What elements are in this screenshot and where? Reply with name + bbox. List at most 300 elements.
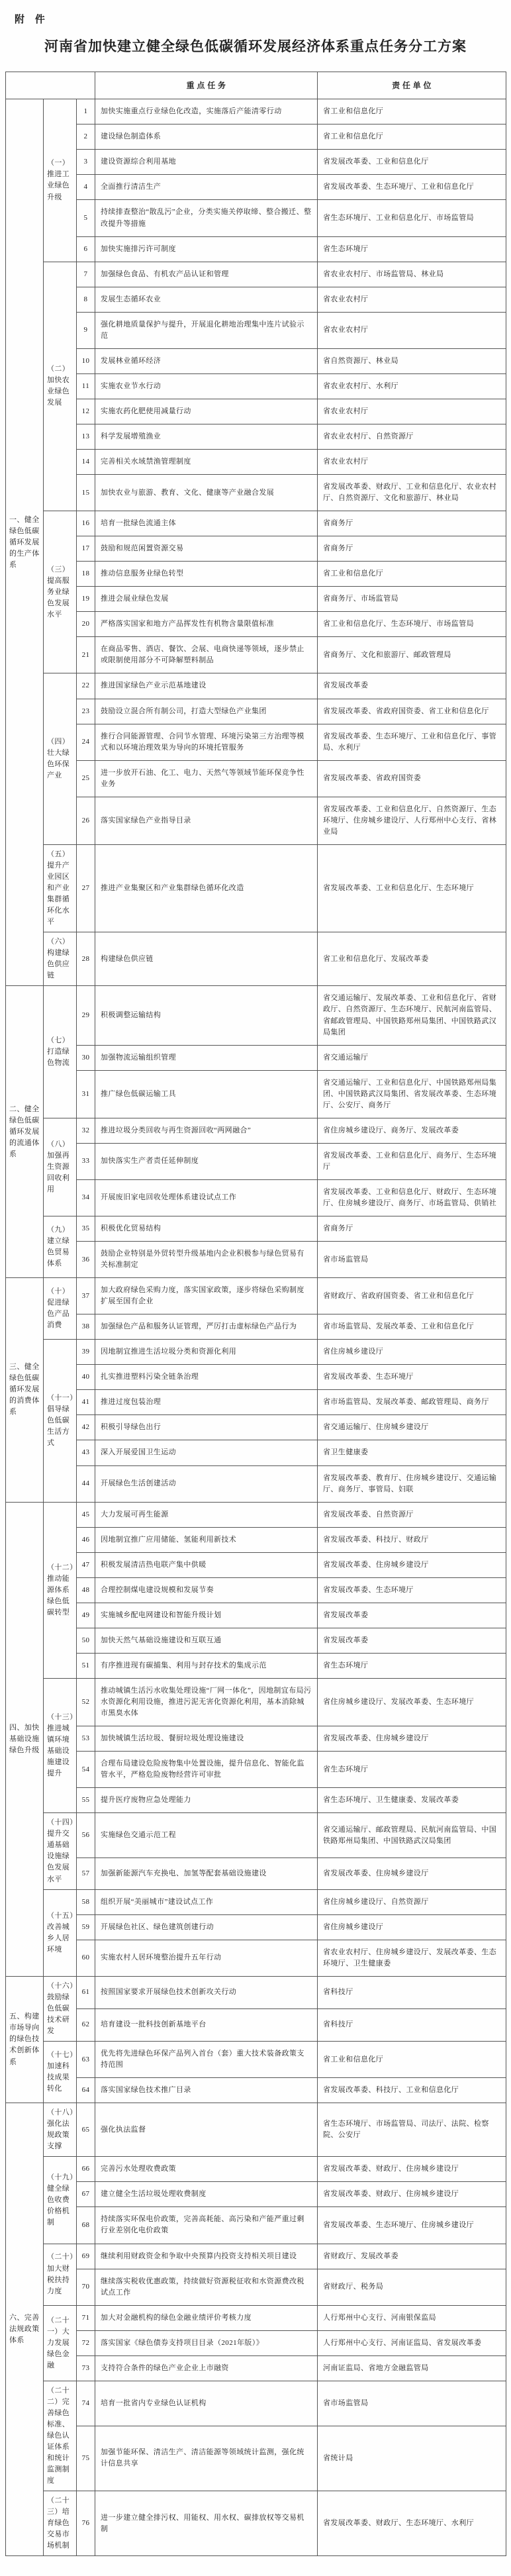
unit-cell: 省商务厅: [318, 536, 506, 562]
row-number-cell: 1: [77, 99, 95, 124]
task-cell: 支持符合条件的绿色产业企业上市融资: [95, 2355, 318, 2381]
unit-cell: 省发展改革委、科技厅、工业和信息化厅: [318, 2078, 506, 2103]
task-cell: 加快农业与旅游、教育、文化、健康等产业融合发展: [95, 475, 318, 511]
table-row: [6, 99, 506, 124]
row-number-cell: 7: [77, 262, 95, 287]
task-cell: 落实国家绿色技术推广目录: [95, 2078, 318, 2103]
row-number-cell: 20: [77, 612, 95, 637]
table-row: [6, 1577, 506, 1603]
table-row: [6, 1143, 506, 1179]
subgroup-cell: （十九）健全绿色收费价格机制: [44, 2157, 77, 2244]
task-cell: 深入开展爱国卫生运动: [95, 1440, 318, 1465]
unit-cell: 省交通运输厅、工业和信息化厅、中国铁路郑州局集团、中国铁路武汉局集团、省发展改革委、生态环境厅、公安厅、商务厅: [318, 1070, 506, 1118]
task-cell: 进一步放开石油、化工、电力、天然气等领域节能环保竞争性业务: [95, 760, 318, 797]
subgroup-cell: （十三）推进城镇环境基础设施建设提升: [44, 1678, 77, 1812]
unit-cell: 省财政厅、发展改革委: [318, 2244, 506, 2269]
task-cell: 开展绿色社区、绿色建筑创建行动: [95, 1914, 318, 1940]
table-row: [6, 1242, 506, 1278]
unit-cell: 省住房城乡建设厅、发展改革委、生态环境厅: [318, 1678, 506, 1726]
unit-cell: 省发展改革委、工业和信息化厅、财政厅、生态环境厅、住房城乡建设厅、商务厅、市场监管局、供销社: [318, 1179, 506, 1216]
table-row: [6, 236, 506, 262]
unit-cell: 省发展改革委、财政厅、住房城乡建设厅: [318, 2182, 506, 2207]
task-cell: 推进会展业绿色发展: [95, 587, 318, 612]
table-row: [6, 986, 506, 1045]
subgroup-cell: （四）壮大绿色环保产业: [44, 673, 77, 844]
table-row: [6, 637, 506, 673]
unit-cell: 省住房城乡建设厅: [318, 1914, 506, 1940]
unit-cell: 省卫生健康委: [318, 1440, 506, 1465]
row-number-cell: 25: [77, 760, 95, 797]
subgroup-cell: （二十二）完善绿色标准、绿色认证体系和统计监测制度: [44, 2381, 77, 2491]
task-assignment-table: [5, 72, 506, 2556]
unit-cell: 省发展改革委、自然资源厅: [318, 1502, 506, 1527]
row-number-cell: 34: [77, 1179, 95, 1216]
unit-cell: 省农业农村厅: [318, 287, 506, 312]
unit-cell: 省发展改革委: [318, 1628, 506, 1653]
task-cell: 因地制宜推广应用储能、氢能利用新技术: [95, 1527, 318, 1552]
row-number-cell: 48: [77, 1577, 95, 1603]
row-number-cell: 4: [77, 175, 95, 200]
group-cell: 二、健全绿色低碳循环发展的流通体系: [6, 986, 44, 1278]
task-cell: 扎实推进塑料污染全链条治理: [95, 1365, 318, 1390]
subgroup-cell: （九）建立绿色贸易体系: [44, 1216, 77, 1278]
subgroup-cell: （十）促进绿色产品消费: [44, 1278, 77, 1340]
task-cell: 严格落实国家和地方产品挥发性有机物含量限值标准: [95, 612, 318, 637]
row-number-cell: 23: [77, 699, 95, 724]
row-number-cell: 42: [77, 1415, 95, 1440]
unit-cell: 省农业农村厅、住房城乡建设厅、发展改革委、生态环境厅、卫生健康委: [318, 1940, 506, 1976]
unit-cell: 省工业和信息化厅、生态环境厅、市场监管局: [318, 612, 506, 637]
header-blank-cell: [6, 72, 95, 99]
task-cell: 构建绿色供应链: [95, 932, 318, 986]
table-row: [6, 511, 506, 536]
row-number-cell: 44: [77, 1465, 95, 1502]
subgroup-cell: （二十三）培育绿色交易市场机制: [44, 2491, 77, 2556]
unit-cell: 省发展改革委、住房城乡建设厅: [318, 1726, 506, 1752]
table-row: [6, 124, 506, 150]
row-number-cell: 58: [77, 1889, 95, 1914]
table-row: [6, 1278, 506, 1314]
task-cell: 强化耕地质量保护与提升，开展退化耕地治理集中连片试验示范: [95, 312, 318, 348]
subgroup-cell: （七）打造绿色物流: [44, 986, 77, 1118]
row-number-cell: 8: [77, 287, 95, 312]
table-row: [6, 612, 506, 637]
row-number-cell: 39: [77, 1340, 95, 1365]
table-row: [6, 1527, 506, 1552]
unit-cell: 省发展改革委、生态环境厅、住房城乡建设厅: [318, 2207, 506, 2244]
row-number-cell: 36: [77, 1242, 95, 1278]
table-row: [6, 1976, 506, 2008]
table-row: [6, 2244, 506, 2269]
table-row: [6, 1415, 506, 1440]
task-cell: 加强新能源汽车充换电、加氢等配套基础设施建设: [95, 1858, 318, 1889]
task-cell: 积极引导绿色出行: [95, 1415, 318, 1440]
row-number-cell: 13: [77, 424, 95, 449]
unit-cell: 省农业农村厅: [318, 312, 506, 348]
row-number-cell: 47: [77, 1552, 95, 1577]
row-number-cell: 75: [77, 2426, 95, 2491]
unit-cell: 省商务厅、市场监管局: [318, 587, 506, 612]
subgroup-cell: （二）加快农业绿色发展: [44, 262, 77, 511]
task-cell: 强化执法监督: [95, 2103, 318, 2157]
task-cell: 组织开展“美丽城市”建设试点工作: [95, 1889, 318, 1914]
row-number-cell: 66: [77, 2157, 95, 2182]
task-cell: 加快落实生产者责任延伸制度: [95, 1143, 318, 1179]
table-row: [6, 399, 506, 424]
unit-cell: 省发展改革委、工业和信息化厅、生态环境厅: [318, 844, 506, 932]
table-row: [6, 1858, 506, 1889]
table-row: [6, 312, 506, 348]
unit-cell: 省发展改革委、生态环境厅: [318, 1577, 506, 1603]
task-cell: 积极发展清洁热电联产集中供暖: [95, 1552, 318, 1577]
unit-cell: 省发展改革委: [318, 673, 506, 699]
table-row: [6, 200, 506, 236]
unit-cell: 省农业农村厅: [318, 399, 506, 424]
row-number-cell: 46: [77, 1527, 95, 1552]
subgroup-cell: （五）提升产业园区和产业集群循环化水平: [44, 844, 77, 932]
table-row: [6, 348, 506, 373]
task-cell: 推进国家绿色产业示范基地建设: [95, 673, 318, 699]
row-number-cell: 16: [77, 511, 95, 536]
subgroup-cell: （十六）鼓励绿色低碳技术研发: [44, 1976, 77, 2041]
table-row: [6, 1752, 506, 1788]
subgroup-cell: （十四）提升交通基础设施绿色发展水平: [44, 1813, 77, 1889]
unit-cell: 省商务厅、文化和旅游厅、邮政管理局: [318, 637, 506, 673]
row-number-cell: 45: [77, 1502, 95, 1527]
task-cell: 进一步建立健全排污权、用能权、用水权、碳排放权等交易机制: [95, 2491, 318, 2556]
task-cell: 开展废旧家电回收处理体系建设试点工作: [95, 1179, 318, 1216]
unit-cell: 省生态环境厅: [318, 1653, 506, 1678]
table-row: [6, 1465, 506, 1502]
task-cell: 全面推行清洁生产: [95, 175, 318, 200]
row-number-cell: 2: [77, 124, 95, 150]
row-number-cell: 49: [77, 1603, 95, 1628]
subgroup-cell: （十一）倡导绿色低碳生活方式: [44, 1340, 77, 1502]
row-number-cell: 70: [77, 2269, 95, 2305]
unit-cell: 省市场监管局、发展改革委、邮政管理局、商务厅: [318, 1390, 506, 1415]
unit-cell: 省农业农村厅: [318, 450, 506, 475]
unit-cell: 省交通运输厅、发展改革委、工业和信息化厅、省财政厅、自然资源厅、生态环境厅、民航河南监管局、省邮政管理局、中国铁路郑州局集团、中国铁路武汉局集团: [318, 986, 506, 1045]
table-row: [6, 2305, 506, 2330]
table-row: [6, 1940, 506, 1976]
unit-cell: 省生态环境厅、卫生健康委、发展改革委: [318, 1788, 506, 1813]
row-number-cell: 31: [77, 1070, 95, 1118]
task-cell: 加快实施重点行业绿色化改造，实施落后产能清零行动: [95, 99, 318, 124]
unit-cell: 省农业农村厅、水利厅: [318, 373, 506, 399]
table-row: [6, 1552, 506, 1577]
table-row: [6, 536, 506, 562]
row-number-cell: 50: [77, 1628, 95, 1653]
table-row: [6, 1813, 506, 1858]
table-row: [6, 2078, 506, 2103]
task-cell: 发展林业循环经济: [95, 348, 318, 373]
subgroup-cell: （十五）改善城乡人居环境: [44, 1889, 77, 1976]
task-cell: 实施农村人居环境整治提升五年行动: [95, 1940, 318, 1976]
row-number-cell: 32: [77, 1118, 95, 1143]
task-cell: 加快实施排污许可制度: [95, 236, 318, 262]
task-cell: 推进产业集聚区和产业集群绿色循环化改造: [95, 844, 318, 932]
table-row: [6, 587, 506, 612]
header-row: [6, 72, 506, 99]
row-number-cell: 64: [77, 2078, 95, 2103]
row-number-cell: 3: [77, 150, 95, 175]
unit-cell: 省商务厅: [318, 1216, 506, 1242]
header-task-label: 重 点 任 务: [95, 72, 318, 99]
unit-cell: 省发展改革委、省政府国资委、省工业和信息化厅: [318, 699, 506, 724]
task-cell: 建设绿色制造体系: [95, 124, 318, 150]
row-number-cell: 59: [77, 1914, 95, 1940]
row-number-cell: 62: [77, 2008, 95, 2041]
row-number-cell: 73: [77, 2355, 95, 2381]
group-cell: 四、加快基础设施绿色升级: [6, 1502, 44, 1976]
unit-cell: 人行郑州中心支行、河南证监局、省发展改革委: [318, 2330, 506, 2355]
row-number-cell: 37: [77, 1278, 95, 1314]
row-number-cell: 68: [77, 2207, 95, 2244]
row-number-cell: 14: [77, 450, 95, 475]
task-cell: 加强绿色食品、有机农产品认证和管理: [95, 262, 318, 287]
table-row: [6, 2426, 506, 2491]
table-row: [6, 673, 506, 699]
table-row: [6, 1340, 506, 1365]
task-cell: 建设资源综合利用基地: [95, 150, 318, 175]
subgroup-cell: （二十）加大财税扶持力度: [44, 2244, 77, 2305]
row-number-cell: 15: [77, 475, 95, 511]
table-row: [6, 2103, 506, 2157]
table-row: [6, 1070, 506, 1118]
task-cell: 实施城乡配电网建设和智能升级计划: [95, 1603, 318, 1628]
unit-cell: 省市场监管局: [318, 1242, 506, 1278]
row-number-cell: 10: [77, 348, 95, 373]
table-row: [6, 1678, 506, 1726]
row-number-cell: 76: [77, 2491, 95, 2556]
unit-cell: 省生态环境厅、市场监管局、司法厅、法院、检察院、公安厅: [318, 2103, 506, 2157]
task-cell: 完善污水处理收费政策: [95, 2157, 318, 2182]
row-number-cell: 52: [77, 1678, 95, 1726]
table-row: [6, 2269, 506, 2305]
task-cell: 加快城镇生活垃圾、餐厨垃圾处理设施建设: [95, 1726, 318, 1752]
row-number-cell: 54: [77, 1752, 95, 1788]
task-cell: 实施农业节水行动: [95, 373, 318, 399]
task-cell: 推广绿色低碳运输工具: [95, 1070, 318, 1118]
row-number-cell: 69: [77, 2244, 95, 2269]
table-row: [6, 1440, 506, 1465]
row-number-cell: 18: [77, 562, 95, 587]
subgroup-cell: （二十一）大力发展绿色金融: [44, 2305, 77, 2381]
unit-cell: 省发展改革委、住房城乡建设厅: [318, 1552, 506, 1577]
row-number-cell: 29: [77, 986, 95, 1045]
row-number-cell: 22: [77, 673, 95, 699]
unit-cell: 省发展改革委、生态环境厅、工业和信息化厅: [318, 175, 506, 200]
row-number-cell: 41: [77, 1390, 95, 1415]
task-cell: 有序推进现有碳捕集、利用与封存技术的集成示范: [95, 1653, 318, 1678]
task-cell: 培育一批绿色流通主体: [95, 511, 318, 536]
table-row: [6, 1179, 506, 1216]
table-row: [6, 2491, 506, 2556]
unit-cell: 省发展改革委: [318, 1603, 506, 1628]
subgroup-cell: （十七）加速科技成果转化: [44, 2041, 77, 2103]
task-cell: 开展绿色生活创建活动: [95, 1465, 318, 1502]
row-number-cell: 51: [77, 1653, 95, 1678]
task-cell: 推进垃圾分类回收与再生资源回收“两网融合”: [95, 1118, 318, 1143]
task-cell: 鼓励和规范闲置资源交易: [95, 536, 318, 562]
task-cell: 优先将先进绿色环保产品列入首台（套）重大技术装备政策支持范围: [95, 2041, 318, 2077]
task-cell: 加大政府绿色采购力度，落实国家政策，逐步将绿色采购制度扩展至国有企业: [95, 1278, 318, 1314]
unit-cell: 省住房城乡建设厅、自然资源厅: [318, 1889, 506, 1914]
table-row: [6, 797, 506, 844]
unit-cell: 省生态环境厅: [318, 1752, 506, 1788]
row-number-cell: 38: [77, 1314, 95, 1340]
task-cell: 完善相关水域禁渔管理制度: [95, 450, 318, 475]
table-row: [6, 562, 506, 587]
task-cell: 发展生态循环农业: [95, 287, 318, 312]
task-cell: 继续落实税收优惠政策，持续做好资源税征收和水资源费改税试点工作: [95, 2269, 318, 2305]
table-row: [6, 287, 506, 312]
task-cell: 推动城镇生活污水收集处理设施“厂网一体化”，因地制宜布局污水资源化利用设施，推进污泥无害化资源化利用，基本消除城市黑臭水体: [95, 1678, 318, 1726]
row-number-cell: 26: [77, 797, 95, 844]
row-number-cell: 43: [77, 1440, 95, 1465]
table-row: [6, 1889, 506, 1914]
task-cell: 加快天然气基础设施建设和互联互通: [95, 1628, 318, 1653]
task-cell: 提升医疗废物应急处理能力: [95, 1788, 318, 1813]
table-row: [6, 2355, 506, 2381]
row-number-cell: 74: [77, 2381, 95, 2426]
task-cell: 培育一批省内专业绿色认证机构: [95, 2381, 318, 2426]
row-number-cell: 27: [77, 844, 95, 932]
unit-cell: 省发展改革委、省政府国资委: [318, 760, 506, 797]
unit-cell: 省农业农村厅、自然资源厅: [318, 424, 506, 449]
unit-cell: 省发展改革委、生态环境厅、工业和信息化厅、事管局、水利厅: [318, 724, 506, 760]
table-header: [6, 72, 506, 99]
unit-cell: 省发展改革委、财政厅、生态环境厅、水利厅: [318, 2491, 506, 2556]
task-cell: 积极调整运输结构: [95, 986, 318, 1045]
unit-cell: 省发展改革委、科技厅、财政厅: [318, 1527, 506, 1552]
group-cell: 五、构建市场导向的绿色技术创新体系: [6, 1976, 44, 2103]
table-row: [6, 150, 506, 175]
table-row: [6, 1365, 506, 1390]
subgroup-cell: （八）加强再生资源回收利用: [44, 1118, 77, 1216]
attachment-label: 附 件: [15, 15, 49, 25]
row-number-cell: 24: [77, 724, 95, 760]
table-row: [6, 1788, 506, 1813]
table-row: [6, 1726, 506, 1752]
unit-cell: 省发展改革委、生态环境厅: [318, 1365, 506, 1390]
table-row: [6, 932, 506, 986]
subgroup-cell: （一）推进工业绿色升级: [44, 99, 77, 262]
table-row: [6, 475, 506, 511]
row-number-cell: 11: [77, 373, 95, 399]
table-row: [6, 450, 506, 475]
task-cell: 合理布局建设危险废物集中处置设施，提升信息化、智能化监管水平，严格危险废物经营许可审批: [95, 1752, 318, 1788]
table-row: [6, 1914, 506, 1940]
table-row: [6, 1628, 506, 1653]
subgroup-cell: （三）提高服务业绿色发展水平: [44, 511, 77, 673]
table-body: [6, 99, 506, 2556]
task-cell: 推动信息服务业绿色转型: [95, 562, 318, 587]
table-row: [6, 1216, 506, 1242]
row-number-cell: 19: [77, 587, 95, 612]
row-number-cell: 28: [77, 932, 95, 986]
unit-cell: 省生态环境厅: [318, 236, 506, 262]
unit-cell: 省市场监管局: [318, 2381, 506, 2426]
unit-cell: 人行郑州中心支行、河南银保监局: [318, 2305, 506, 2330]
row-number-cell: 5: [77, 200, 95, 236]
task-cell: 实施农药化肥使用减量行动: [95, 399, 318, 424]
table-row: [6, 844, 506, 932]
row-number-cell: 9: [77, 312, 95, 348]
task-cell: 持续排查整治“散乱污”企业，分类实施关停取缔、整合搬迁、整改提升等措施: [95, 200, 318, 236]
row-number-cell: 12: [77, 399, 95, 424]
table-row: [6, 2041, 506, 2077]
unit-cell: 省生态环境厅、工业和信息化厅、市场监管局: [318, 200, 506, 236]
table-row: [6, 262, 506, 287]
unit-cell: 省发展改革委、财政厅、住房城乡建设厅: [318, 2157, 506, 2182]
unit-cell: 省发展改革委、工业和信息化厅、自然资源厅、生态环境厅、住房城乡建设厅、人行郑州中心支行、省林业局: [318, 797, 506, 844]
unit-cell: 省统计局: [318, 2426, 506, 2491]
header-unit-label: 责 任 单 位: [318, 72, 506, 99]
task-cell: 积极优化贸易结构: [95, 1216, 318, 1242]
page-title: 河南省加快建立健全绿色低碳循环发展经济体系重点任务分工方案: [44, 38, 467, 54]
table-row: [6, 2157, 506, 2182]
unit-cell: 省住房城乡建设厅: [318, 1340, 506, 1365]
row-number-cell: 60: [77, 1940, 95, 1976]
table-row: [6, 724, 506, 760]
task-cell: 在商品零售、酒店、餐饮、会展、电商快递等领域，逐步禁止或限制使用部分不可降解塑料制品: [95, 637, 318, 673]
table-row: [6, 2330, 506, 2355]
task-cell: 继续利用财政资金和争取中央预算内投资支持相关项目建设: [95, 2244, 318, 2269]
unit-cell: 省发展改革委、工业和信息化厅、商务厅、生态环境厅: [318, 1143, 506, 1179]
table-row: [6, 1390, 506, 1415]
table-row: [6, 699, 506, 724]
unit-cell: 省工业和信息化厅、发展改革委: [318, 932, 506, 986]
unit-cell: 省交通运输厅: [318, 1045, 506, 1070]
row-number-cell: 30: [77, 1045, 95, 1070]
task-cell: 建立健全生活垃圾处理收费制度: [95, 2182, 318, 2207]
table-row: [6, 424, 506, 449]
task-cell: 合理控制煤电建设规模和发展节奏: [95, 1577, 318, 1603]
row-number-cell: 56: [77, 1813, 95, 1858]
row-number-cell: 55: [77, 1788, 95, 1813]
row-number-cell: 35: [77, 1216, 95, 1242]
task-cell: 培育建设一批科技创新基地平台: [95, 2008, 318, 2041]
table-row: [6, 1045, 506, 1070]
task-cell: 加大对金融机构的绿色金融业绩评价考核力度: [95, 2305, 318, 2330]
table-row: [6, 373, 506, 399]
unit-cell: 省发展改革委、教育厅、住房城乡建设厅、交通运输厅、商务厅、事管局、妇联: [318, 1465, 506, 1502]
row-number-cell: 61: [77, 1976, 95, 2008]
row-number-cell: 21: [77, 637, 95, 673]
unit-cell: 省交通运输厅、住房城乡建设厅: [318, 1415, 506, 1440]
task-cell: 推进过度包装治理: [95, 1390, 318, 1415]
subgroup-cell: （六）构建绿色供应链: [44, 932, 77, 986]
row-number-cell: 67: [77, 2182, 95, 2207]
unit-cell: 省发展改革委、工业和信息化厅: [318, 150, 506, 175]
row-number-cell: 53: [77, 1726, 95, 1752]
unit-cell: 省商务厅: [318, 511, 506, 536]
unit-cell: 省财政厅、税务局: [318, 2269, 506, 2305]
unit-cell: 省科技厅: [318, 1976, 506, 2008]
row-number-cell: 33: [77, 1143, 95, 1179]
group-cell: 三、健全绿色低碳循环发展的消费体系: [6, 1278, 44, 1502]
unit-cell: 省自然资源厅、林业局: [318, 348, 506, 373]
unit-cell: 省工业和信息化厅: [318, 2041, 506, 2077]
unit-cell: 省工业和信息化厅: [318, 562, 506, 587]
table-row: [6, 1118, 506, 1143]
task-cell: 加强绿色产品和服务认证管理，严厉打击虚标绿色产品行为: [95, 1314, 318, 1340]
row-number-cell: 72: [77, 2330, 95, 2355]
unit-cell: 省发展改革委、财政厅、工业和信息化厅、农业农村厅、自然资源厅、文化和旅游厅、林业局: [318, 475, 506, 511]
row-number-cell: 71: [77, 2305, 95, 2330]
task-cell: 加强节能环保、清洁生产、清洁能源等领域统计监测，强化统计信息共享: [95, 2426, 318, 2491]
